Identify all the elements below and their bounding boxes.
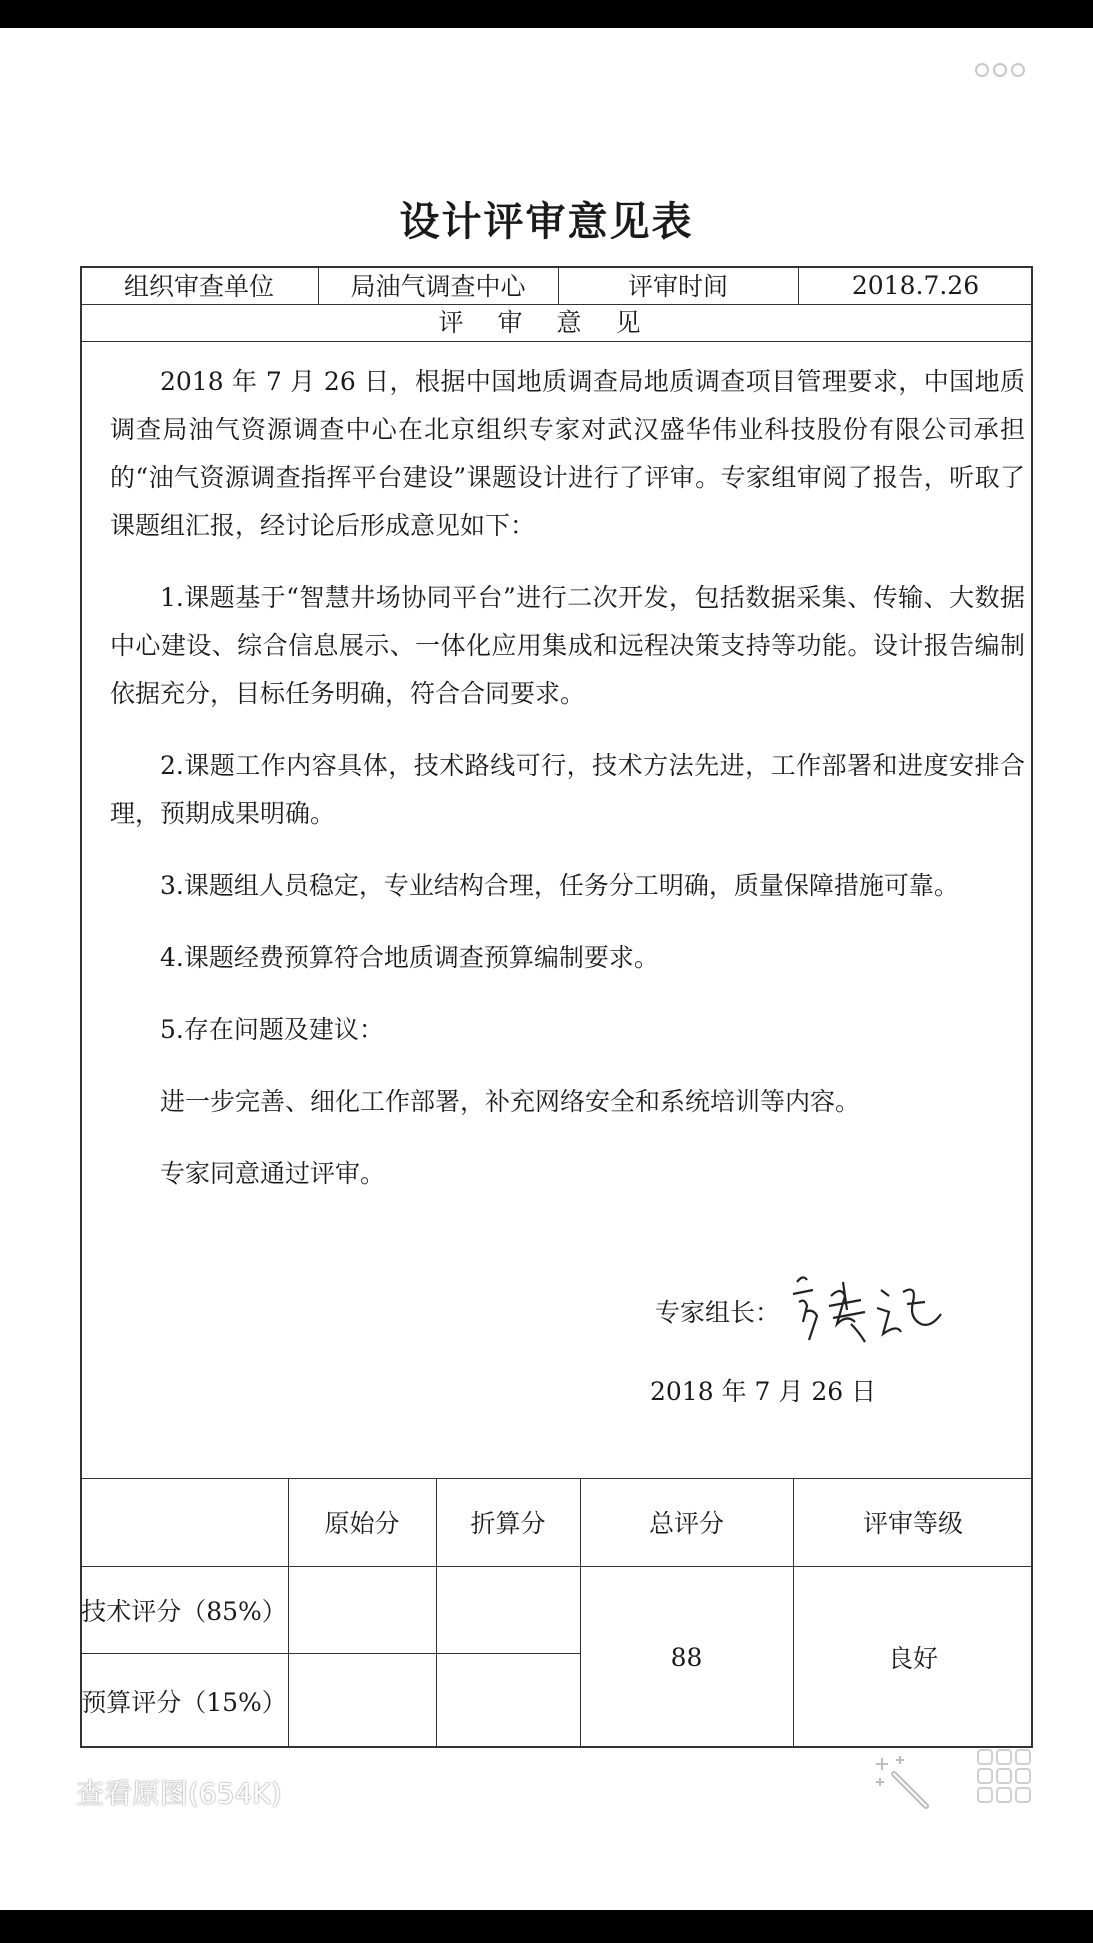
paragraph-suggestion: 进一步完善、细化工作部署，补充网络安全和系统培训等内容。 xyxy=(160,1087,861,1116)
paragraph-3: 3.课题组人员稳定，专业结构合理，任务分工明确，质量保障措施可靠。 xyxy=(160,871,959,900)
magic-wand-icon[interactable] xyxy=(872,1752,932,1812)
header-raw-score: 原始分 xyxy=(324,1509,400,1538)
navigation-bar xyxy=(0,1910,1093,1943)
header-total-score: 总评分 xyxy=(648,1509,724,1538)
view-original-button[interactable]: 查看原图(654K) xyxy=(76,1777,282,1810)
paragraph-1: 1.课题基于“智慧井场协同平台”进行二次开发，包括数据采集、传输、大数据中心建设、综合信息展示、一体化应用集成和远程决策支持等功能。设计报告编制依据充分，目标任务明确，符合合同要求。 xyxy=(110,583,1025,708)
signature-label: 专家组长： xyxy=(655,1298,781,1327)
signature-block xyxy=(655,1293,780,1329)
grid-icon[interactable] xyxy=(976,1748,1032,1804)
signature-date: 2018 年 7 月 26 日 xyxy=(650,1377,877,1406)
opinion-header: 评审意见 xyxy=(438,308,675,337)
review-time-value: 2018.7.26 xyxy=(851,270,980,300)
paragraph-4: 4.课题经费预算符合地质调查预算编制要求。 xyxy=(160,943,659,972)
handwritten-signature xyxy=(785,1262,965,1362)
more-dots-icon[interactable] xyxy=(975,63,1031,81)
org-value: 局油气调查中心 xyxy=(350,272,526,301)
row-budget-score-label: 预算评分（15%） xyxy=(81,1687,287,1717)
header-grade: 评审等级 xyxy=(862,1509,963,1538)
grade-value: 良好 xyxy=(887,1644,938,1673)
row-tech-score-label: 技术评分（85%） xyxy=(81,1596,287,1626)
document-title: 设计评审意见表 xyxy=(399,199,694,245)
paragraph-conclusion: 专家同意通过评审。 xyxy=(160,1159,386,1188)
total-score-value: 88 xyxy=(670,1642,703,1672)
opinion-body xyxy=(110,358,1025,1198)
paragraph-5: 5.存在问题及建议： xyxy=(160,1015,384,1044)
status-bar xyxy=(0,0,1093,28)
review-time-label: 评审时间 xyxy=(627,272,728,301)
header-converted-score: 折算分 xyxy=(470,1509,546,1538)
paragraph-intro: 2018 年 7 月 26 日，根据中国地质调查局地质调查项目管理要求，中国地质调查局油气资源调查中心在北京组织专家对武汉盛华伟业科技股份有限公司承担的“油气资源调查指挥平台建设”课题设计进行了评审。专家组审阅了报告，听取了课题组汇报，经讨论后形成意见如下： xyxy=(110,367,1025,540)
paragraph-2: 2.课题工作内容具体，技术路线可行，技术方法先进，工作部署和进度安排合理，预期成果明确。 xyxy=(110,751,1025,828)
org-label: 组织审查单位 xyxy=(123,272,274,301)
divider xyxy=(80,341,1033,342)
